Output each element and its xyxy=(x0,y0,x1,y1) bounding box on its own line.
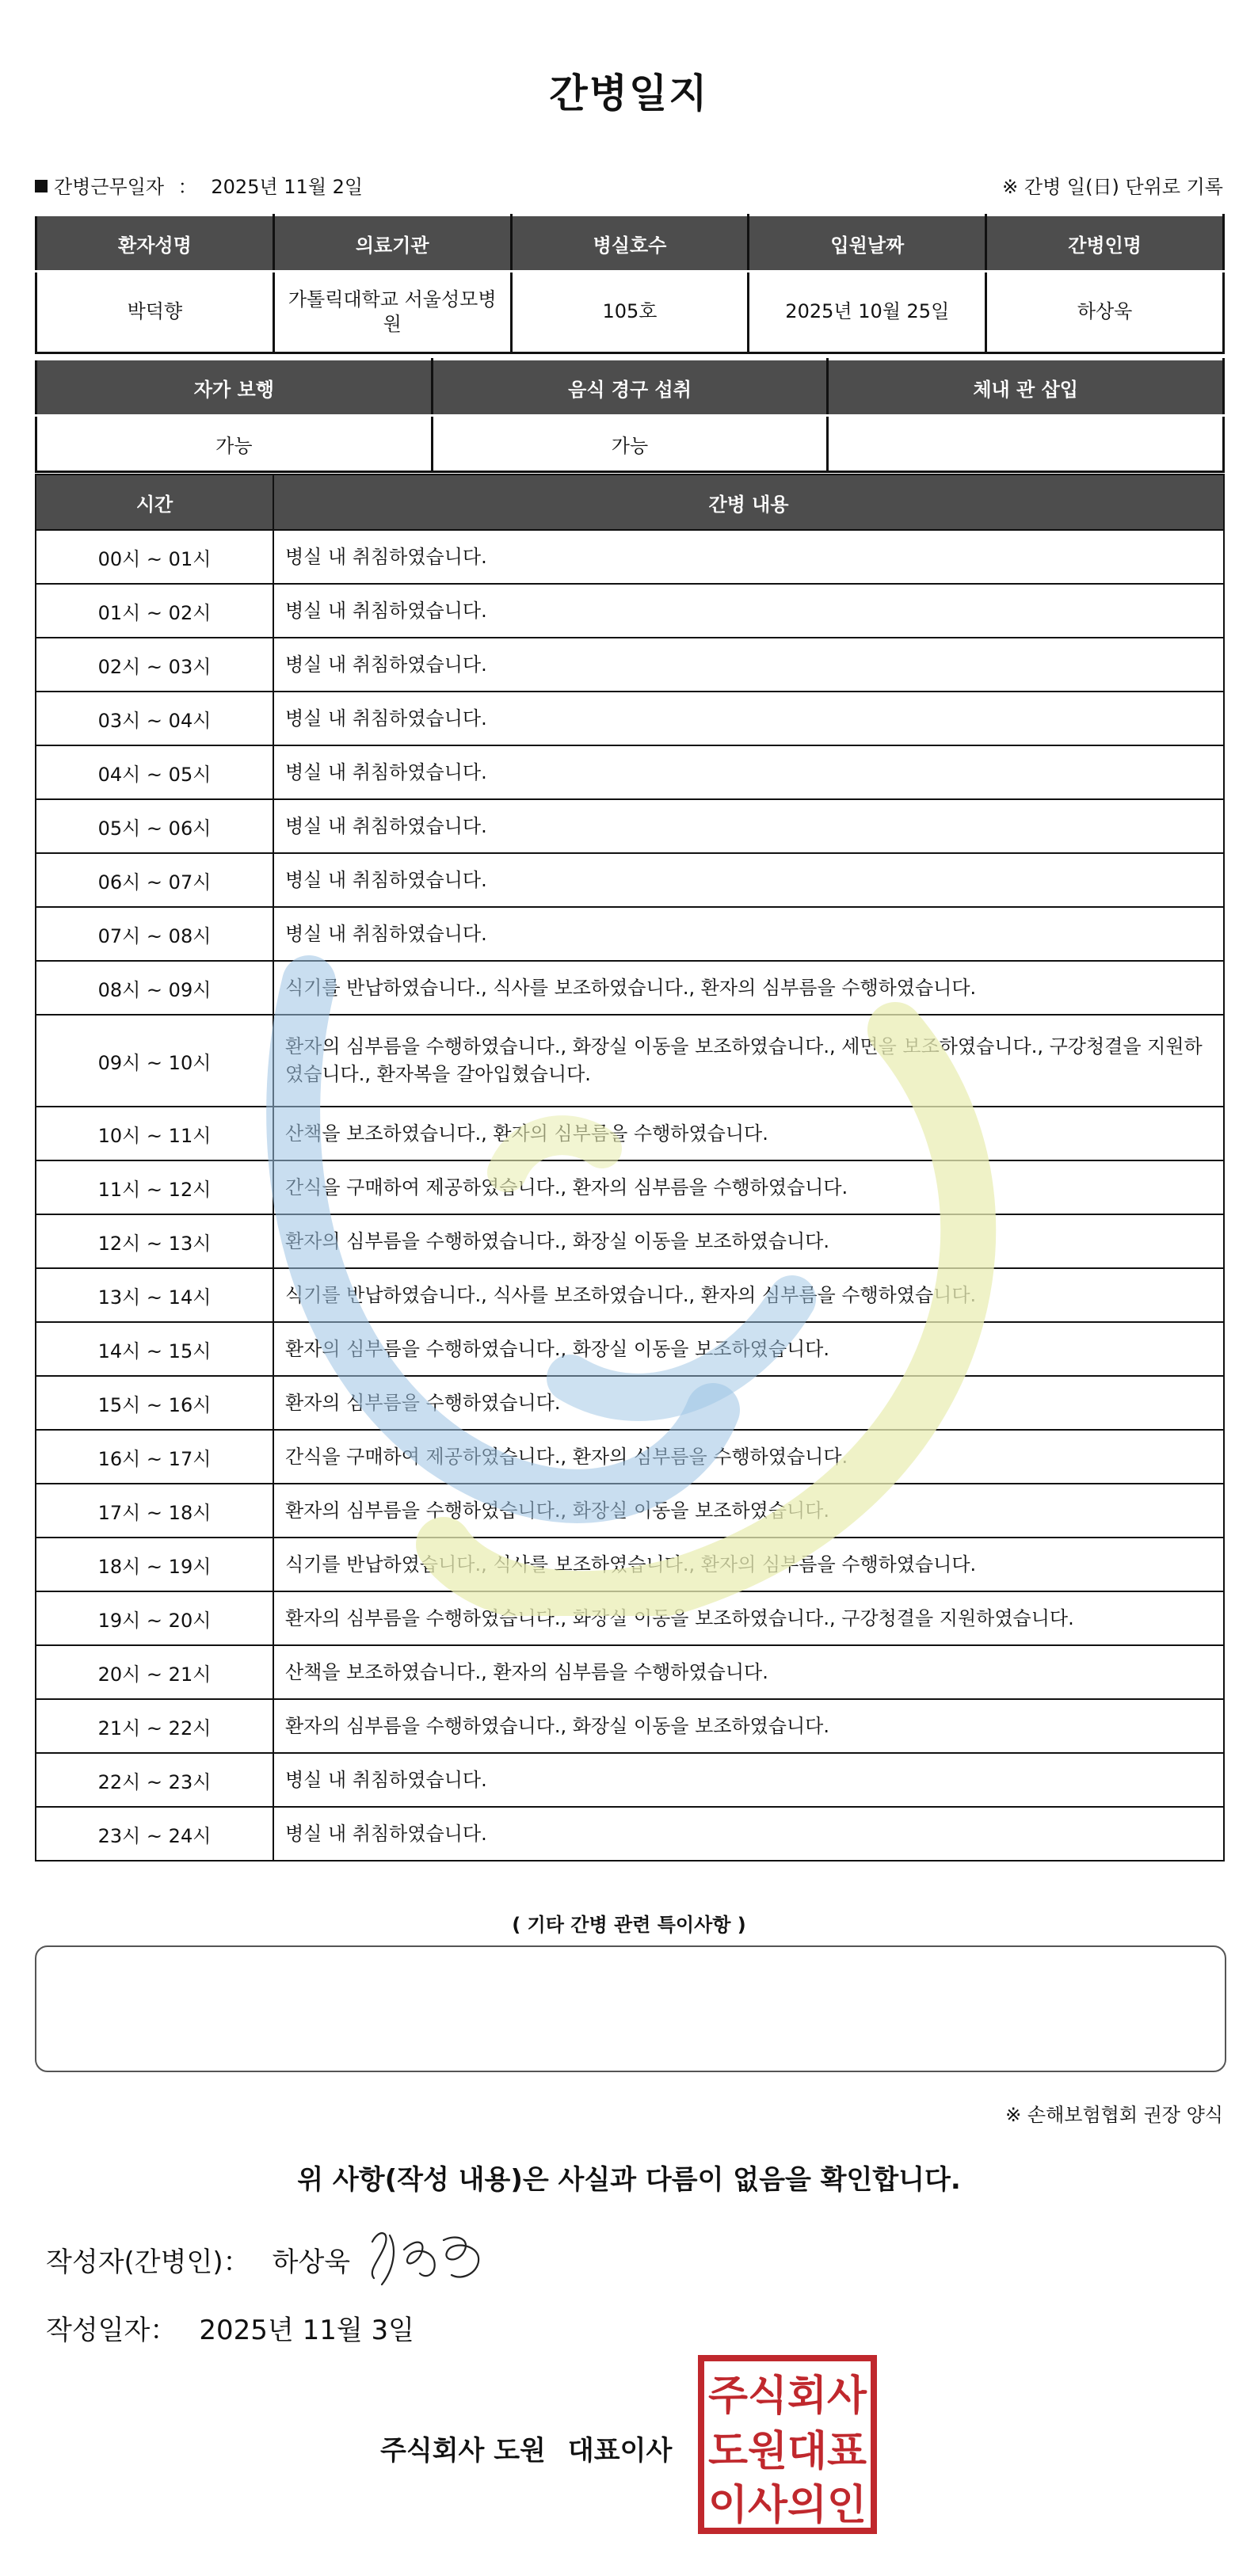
table-row xyxy=(36,1430,1224,1484)
log-time: 22시 ~ 23시 xyxy=(36,1753,273,1807)
log-time: 09시 ~ 10시 xyxy=(36,1015,273,1107)
table-row xyxy=(36,961,1224,1015)
table-row xyxy=(36,1591,1224,1645)
log-content: 간식을 구매하여 제공하였습니다., 환자의 심부름을 수행하였습니다. xyxy=(273,1430,1224,1484)
header-tube-insertion: 체내 관 삽입 xyxy=(828,360,1224,416)
log-content: 산책을 보조하였습니다., 환자의 심부름을 수행하였습니다. xyxy=(273,1107,1224,1160)
care-status-table xyxy=(35,358,1225,473)
table-row xyxy=(36,1268,1224,1322)
header-caregiver: 간병인명 xyxy=(986,215,1224,272)
table-row xyxy=(36,1376,1224,1430)
company-name: 주식회사 도원 xyxy=(380,2435,546,2467)
log-content: 환자의 심부름을 수행하였습니다., 화장실 이동을 보조하였습니다., 세면을 보조하였습니다., 구강청결을 지원하였습니다., 환자복을 갈아입혔습니다. xyxy=(273,1015,1224,1107)
table-row xyxy=(36,853,1224,907)
work-date-label: 간병근무일자 xyxy=(54,176,165,198)
table-row xyxy=(36,638,1224,692)
notes-box xyxy=(35,1945,1226,2072)
log-content: 환자의 심부름을 수행하였습니다., 화장실 이동을 보조하였습니다. xyxy=(273,1322,1224,1376)
log-time: 23시 ~ 24시 xyxy=(36,1807,273,1861)
log-time: 04시 ~ 05시 xyxy=(36,745,273,799)
seal-line: 이사의인 xyxy=(708,2482,867,2529)
log-content: 병실 내 취침하였습니다. xyxy=(273,745,1224,799)
signature xyxy=(358,2218,501,2294)
log-content: 병실 내 취침하였습니다. xyxy=(273,530,1224,584)
table-row xyxy=(36,1160,1224,1214)
log-content: 환자의 심부름을 수행하였습니다., 화장실 이동을 보조하였습니다. xyxy=(273,1484,1224,1538)
log-content: 환자의 심부름을 수행하였습니다., 화장실 이동을 보조하였습니다., 구강청결을 지원하였습니다. xyxy=(273,1591,1224,1645)
log-content: 환자의 심부름을 수행하였습니다. xyxy=(273,1376,1224,1430)
log-time: 14시 ~ 15시 xyxy=(36,1322,273,1376)
author-row xyxy=(46,2240,350,2279)
patient-info-table xyxy=(35,214,1225,354)
log-content: 산책을 보조하였습니다., 환자의 심부름을 수행하였습니다. xyxy=(273,1645,1224,1699)
table-row xyxy=(36,584,1224,638)
table-row xyxy=(36,416,1224,472)
log-content: 병실 내 취침하였습니다. xyxy=(273,907,1224,961)
table-header-row xyxy=(36,360,1224,416)
table-row xyxy=(36,1484,1224,1538)
written-date-label: 작성일자： xyxy=(46,2315,177,2346)
log-time: 01시 ~ 02시 xyxy=(36,584,273,638)
seal-line: 주식회사 xyxy=(708,2372,867,2420)
written-date-value: 2025년 11월 3일 xyxy=(199,2315,414,2346)
work-date xyxy=(35,171,363,199)
log-content: 환자의 심부름을 수행하였습니다., 화장실 이동을 보조하였습니다. xyxy=(273,1214,1224,1268)
log-time: 10시 ~ 11시 xyxy=(36,1107,273,1160)
log-content: 간식을 구매하여 제공하였습니다., 환자의 심부름을 수행하였습니다. xyxy=(273,1160,1224,1214)
log-content: 병실 내 취침하였습니다. xyxy=(273,799,1224,853)
recommend-note: ※ 손해보험협회 권장 양식 xyxy=(1005,2104,1223,2126)
patient-name: 박덕향 xyxy=(36,272,274,353)
table-row xyxy=(36,1214,1224,1268)
log-time: 00시 ~ 01시 xyxy=(36,530,273,584)
table-row xyxy=(36,530,1224,584)
log-time: 15시 ~ 16시 xyxy=(36,1376,273,1430)
header-hospital: 의료기관 xyxy=(273,215,511,272)
log-time: 05시 ~ 06시 xyxy=(36,799,273,853)
log-content: 식기를 반납하였습니다., 식사를 보조하였습니다., 환자의 심부름을 수행하였습니다. xyxy=(273,961,1224,1015)
author-name: 하상욱 xyxy=(272,2246,351,2278)
log-time: 06시 ~ 07시 xyxy=(36,853,273,907)
company-seal xyxy=(697,2354,878,2535)
log-time: 17시 ~ 18시 xyxy=(36,1484,273,1538)
company-role: 대표이사 xyxy=(567,2435,673,2467)
room-number: 105호 xyxy=(511,272,749,353)
log-time: 02시 ~ 03시 xyxy=(36,638,273,692)
header-time: 시간 xyxy=(36,474,273,530)
admission-date: 2025년 10월 25일 xyxy=(749,272,986,353)
header-oral-intake: 음식 경구 섭취 xyxy=(432,360,828,416)
hourly-log-table xyxy=(35,474,1225,1862)
page-title: 간병일지 xyxy=(549,70,709,116)
log-time: 03시 ~ 04시 xyxy=(36,692,273,745)
log-time: 12시 ~ 13시 xyxy=(36,1214,273,1268)
log-content: 식기를 반납하였습니다., 식사를 보조하였습니다., 환자의 심부름을 수행하였습니다. xyxy=(273,1538,1224,1591)
work-date-value: 2025년 11월 2일 xyxy=(211,176,364,198)
log-time: 08시 ~ 09시 xyxy=(36,961,273,1015)
log-time: 16시 ~ 17시 xyxy=(36,1430,273,1484)
log-time: 21시 ~ 22시 xyxy=(36,1699,273,1753)
walking-value: 가능 xyxy=(36,416,433,472)
author-label: 작성자(간병인)： xyxy=(46,2246,250,2278)
table-row xyxy=(36,745,1224,799)
log-content: 병실 내 취침하였습니다. xyxy=(273,1753,1224,1807)
table-row xyxy=(36,1322,1224,1376)
log-time: 18시 ~ 19시 xyxy=(36,1538,273,1591)
table-header-row xyxy=(36,215,1224,272)
log-content: 병실 내 취침하였습니다. xyxy=(273,853,1224,907)
log-content: 병실 내 취침하였습니다. xyxy=(273,692,1224,745)
company-signature xyxy=(380,2429,672,2467)
log-time: 20시 ~ 21시 xyxy=(36,1645,273,1699)
bullet-square-icon xyxy=(35,180,48,192)
seal-line: 도원대표 xyxy=(708,2428,867,2475)
table-row xyxy=(36,1538,1224,1591)
table-row xyxy=(36,1107,1224,1160)
log-content: 환자의 심부름을 수행하였습니다., 화장실 이동을 보조하였습니다. xyxy=(273,1699,1224,1753)
log-time: 11시 ~ 12시 xyxy=(36,1160,273,1214)
written-date-row xyxy=(46,2308,414,2347)
log-time: 07시 ~ 08시 xyxy=(36,907,273,961)
header-room: 병실호수 xyxy=(511,215,749,272)
table-row xyxy=(36,1015,1224,1107)
table-row xyxy=(36,1807,1224,1861)
table-row xyxy=(36,692,1224,745)
notes-label: ( 기타 간병 관련 특이사항 ) xyxy=(512,1914,746,1936)
table-row xyxy=(36,907,1224,961)
confirmation-text: 위 사항(작성 내용)은 사실과 다름이 없음을 확인합니다. xyxy=(297,2164,961,2196)
log-content: 식기를 반납하였습니다., 식사를 보조하였습니다., 환자의 심부름을 수행하였습니다. xyxy=(273,1268,1224,1322)
log-content: 병실 내 취침하였습니다. xyxy=(273,1807,1224,1861)
caregiver-name: 하상욱 xyxy=(986,272,1224,353)
work-date-separator: ： xyxy=(177,176,197,198)
log-time: 13시 ~ 14시 xyxy=(36,1268,273,1322)
table-row xyxy=(36,272,1224,353)
table-row xyxy=(36,1699,1224,1753)
unit-note: ※ 간병 일(日) 단위로 기록 xyxy=(1002,176,1223,198)
header-patient-name: 환자성명 xyxy=(36,215,274,272)
table-header-row xyxy=(36,474,1224,530)
oral-intake-value: 가능 xyxy=(432,416,828,472)
header-walking: 자가 보행 xyxy=(36,360,433,416)
log-time: 19시 ~ 20시 xyxy=(36,1591,273,1645)
table-row xyxy=(36,1645,1224,1699)
hospital-name: 가톨릭대학교 서울성모병원 xyxy=(273,272,511,353)
tube-insertion-value xyxy=(828,416,1224,472)
header-admission-date: 입원날짜 xyxy=(749,215,986,272)
table-row xyxy=(36,1753,1224,1807)
log-body xyxy=(36,530,1224,1861)
header-care-content: 간병 내용 xyxy=(273,474,1224,530)
log-content: 병실 내 취침하였습니다. xyxy=(273,638,1224,692)
table-row xyxy=(36,799,1224,853)
log-content: 병실 내 취침하였습니다. xyxy=(273,584,1224,638)
